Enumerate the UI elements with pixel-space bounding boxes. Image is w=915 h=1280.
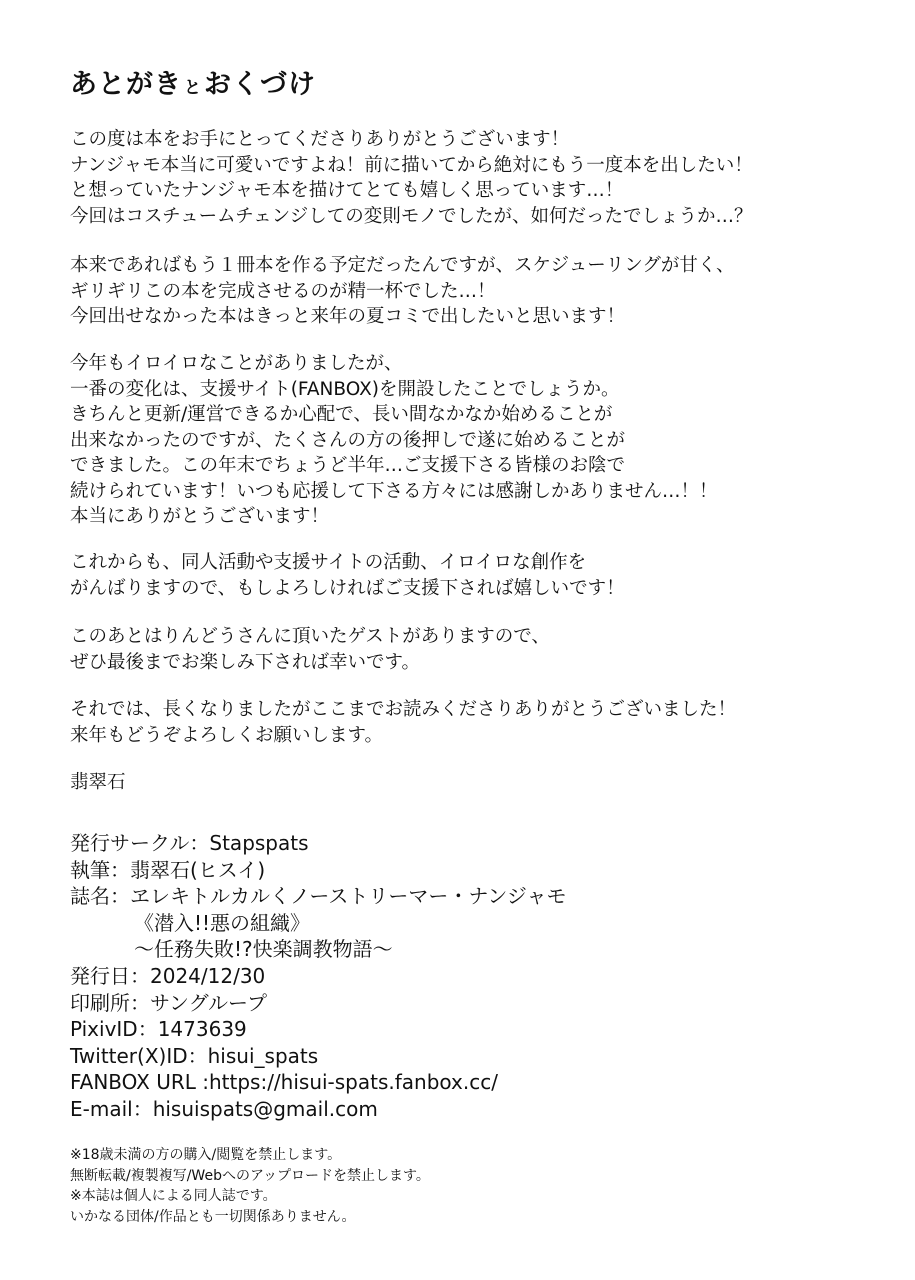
text-line: ギリギリこの本を完成させるのが精一杯でした…！ <box>70 280 496 302</box>
colophon-fanbox: FANBOX URL :https://hisui-spats.fanbox.cc/ <box>70 1070 498 1095</box>
colophon-email: E-mail：hisuispats@gmail.com <box>70 1096 378 1121</box>
paragraph-closing <box>70 697 736 748</box>
colophon-twitter: Twitter(X)ID：hisui_spats <box>70 1043 319 1068</box>
text-line: 本当にありがとうございます！ <box>70 506 330 527</box>
text-line: 出来なかったのですが、たくさんの方の後押しで遂に始めることが <box>70 429 626 451</box>
text-line: できました。この年末でちょうど半年…ご支援下さる皆様のお陰で <box>70 455 626 476</box>
title-part-2: おくづけ <box>204 69 316 100</box>
text-line: 今回はコスチュームチェンジしての変則モノでしたが、如何だったでしょうか…？ <box>70 205 753 227</box>
text-line: がんばりますので、もしよろしければご支援下されば嬉しいです！ <box>70 577 625 599</box>
title-part-1: あとがき <box>70 69 182 100</box>
text-line: ぜひ最後までお楽しみ下されば幸いです。 <box>70 651 421 673</box>
title-connector: と <box>184 78 202 98</box>
text-line: 今年もイロイロなことがありましたが、 <box>70 353 403 374</box>
colophon <box>70 830 567 1123</box>
colophon-printer: 印刷所：サングループ <box>70 990 267 1015</box>
note-line: ※18歳未満の方の購入/閲覧を禁止します。 <box>70 1147 342 1163</box>
colophon-pixiv: PixivID：1473639 <box>70 1017 247 1042</box>
colophon-title-line-3: ～任務失敗!?快楽調教物語～ <box>134 937 393 962</box>
text-line: ナンジャモ本当に可愛いですよね！前に描いてから絶対にもう一度本を出したい！ <box>70 154 753 176</box>
text-line: この度は本をお手にとってくださりありがとうございます！ <box>70 129 570 150</box>
colophon-circle: 発行サークル：Stapspats <box>70 831 309 855</box>
text-line: 今回出せなかった本はきっと来年の夏コミで出したいと思います！ <box>70 306 626 327</box>
text-line: と想っていたナンジャモ本を描けてとても嬉しく思っています…！ <box>70 180 624 201</box>
text-line: 一番の変化は、支援サイト(FANBOX)を開設したことでしょうか。 <box>70 378 620 400</box>
colophon-title: 誌名：ヱレキトルカルくノーストリーマー・ナンジャモ <box>70 884 567 909</box>
text-line: 続けられています！いつも応援して下さる方々には感謝しかありません…！！ <box>70 480 718 502</box>
legal-notes <box>70 1145 430 1227</box>
colophon-author: 執筆：翡翠石(ヒスイ) <box>70 857 266 882</box>
colophon-date: 発行日：2024/12/30 <box>70 963 266 988</box>
text-line: これからも、同人活動や支援サイトの活動、イロイロな創作を <box>70 552 587 573</box>
note-line: いかなる団体/作品とも一切関係ありません。 <box>70 1208 356 1225</box>
text-line: きちんと更新/運営できるか心配で、長い間なかなか始めることが <box>70 404 613 425</box>
text-line: 本来であればもう１冊本を作る予定だったんですが、スケジューリングが甘く、 <box>70 255 735 276</box>
page-title <box>70 62 316 101</box>
text-line: このあとはりんどうさんに頂いたゲストがありますので、 <box>70 626 550 647</box>
note-line: ※本誌は個人による同人誌です。 <box>70 1188 277 1204</box>
text-line: 来年もどうぞよろしくお願いします。 <box>70 724 384 746</box>
paragraph-future <box>70 550 625 601</box>
paragraph-fanbox <box>70 351 718 530</box>
colophon-title-line-2: 《潜入!!悪の組織》 <box>134 910 311 935</box>
paragraph-schedule <box>70 253 735 330</box>
paragraph-thanks <box>70 127 753 229</box>
note-line: 無断転載/複製複写/Webへのアップロードを禁止します。 <box>70 1167 430 1184</box>
paragraph-guest <box>70 624 550 675</box>
author-signature: 翡翠石 <box>70 772 126 793</box>
text-line: それでは、長くなりましたがここまでお読みくださりありがとうございました！ <box>70 699 737 720</box>
